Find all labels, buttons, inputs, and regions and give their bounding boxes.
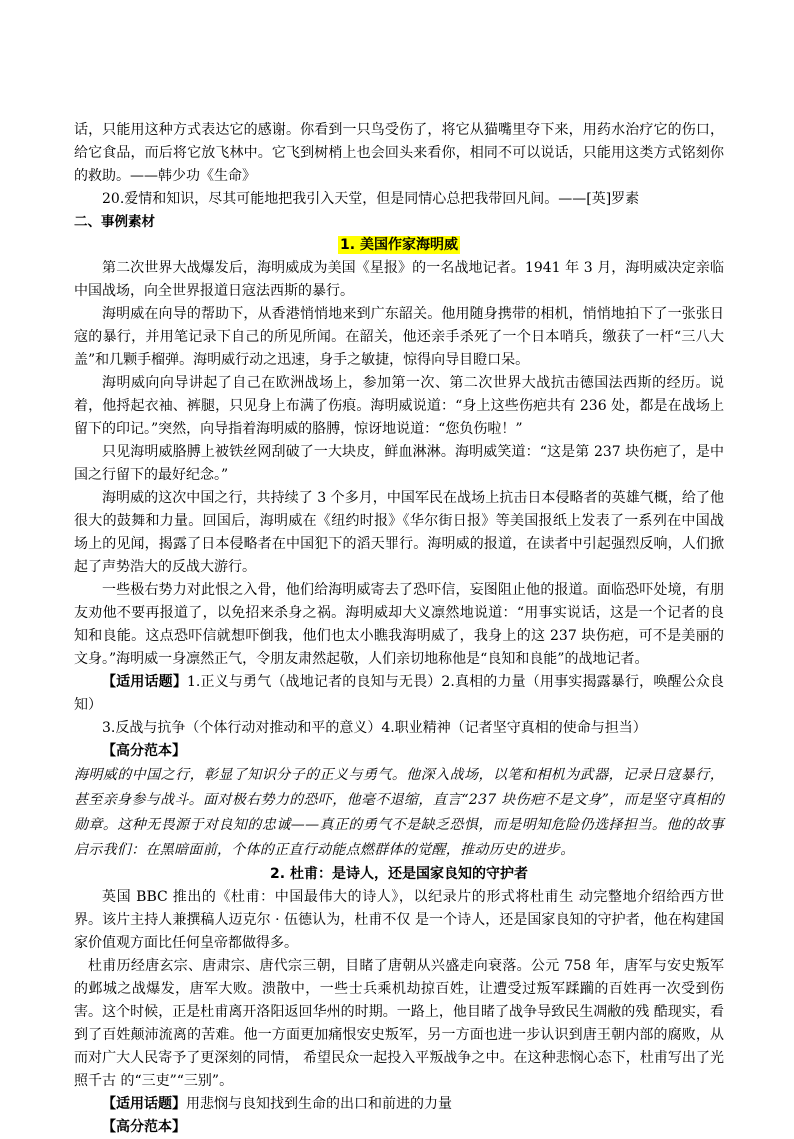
document-page <box>74 119 724 1139</box>
story1-topics <box>74 671 724 717</box>
story1-model-text: 海明威的中国之行，彰显了知识分子的正义与勇气。他深入战场，以笔和相机为武器，记录日寇暴行，甚至亲身参与战斗。面对极右势力的恐吓，他毫不退缩，直言“237 块伤疤不是文身”，而是坚守真相的勋章。这种无畏源于对良知的忠诚——真正的勇气不是缺乏恐惧，而是明知危险仍选择担当。他的故事启示我们：在黑暗面前，个体的正直行动能点燃群体的觉醒，推动历史的进步。 <box>74 767 724 858</box>
topic-text: 1.正义与勇气（战地记者的良知与无畏）2.真相的力量（用事实揭露暴行，唤醒公众良知） <box>74 674 724 713</box>
story1-paragraph: 海明威的这次中国之行，共持续了 3 个多月，中国军民在战场上抗击日本侵略者的英雄气概，给了他很大的鼓舞和力量。回国后，海明威在《纽约时报》《华尔街日报》等美国报纸上发表了一系列在中国战场上的见闻，揭露了日本侵略者在中国犯下的滔天罪行。海明威的报道，在读者中引起强烈反响，人们掀起了声势浩大的反战大游行。 <box>74 490 724 575</box>
intro-quote-20: 20.爱情和知识，尽其可能地把我引入天堂，但是同情心总把我带回凡间。——[英]罗素 <box>102 191 640 207</box>
story2-title: 2. 杜甫：是诗人，还是国家良知的守护者 <box>270 866 528 882</box>
story1-paragraph: 第二次世界大战爆发后，海明威成为美国《星报》的一名战地记者。1941 年 3 月，海明威决定亲临中国战场，向全世界报道日寇法西斯的暴行。 <box>74 260 724 299</box>
story1-title-line <box>74 234 724 257</box>
section-title: 二、事例素材 <box>74 214 155 230</box>
story1-paragraph: 只见海明威胳膊上被铁丝网刮破了一大块皮，鲜血淋淋。海明威笑道：“这是第 237 块伤疤了，是中国之行留下的最好纪念。” <box>74 444 724 483</box>
story1-topics-line2: 3.反战与抗争（个体行动对推动和平的意义）4.职业精神（记者坚守真相的使命与担当） <box>102 720 647 736</box>
topic-text: 用悲悯与良知找到生命的出口和前进的力量 <box>186 1096 452 1112</box>
topic-label: 【适用话题】 <box>102 1096 186 1112</box>
story1-paragraph: 海明威在向导的帮助下，从香港悄悄地来到广东韶关。他用随身携带的相机，悄悄地拍下了一张张日寇的暴行，并用笔记录下自己的所见所闻。在韶关，他还亲手杀死了一个日本哨兵，缴获了一杆“三八大盖”和几颗手榴弹。海明威行动之迅速，身手之敏捷，惊得向导目瞪口呆。 <box>74 306 724 368</box>
story2-topics <box>74 1093 724 1116</box>
story1-paragraph: 一些极右势力对此恨之入骨，他们给海明威寄去了恐吓信，妄图阻止他的报道。面临恐吓处境，有朋友劝他不要再报道了，以免招来杀身之祸。海明威却大义凛然地说道：“用事实说话，这是一个记者的良知和良能。这点恐吓信就想吓倒我，他们也太小瞧我海明威了，我身上的这 237 块伤疤，可不是美丽的文身。”海明威一身凛然正气，令朋友肃然起敬，人们亲切地称他是“良知和良能”的战地记者。 <box>74 582 724 667</box>
topic-label: 【适用话题】 <box>102 674 188 690</box>
intro-quote-19-end: 话，只能用这种方式表达它的感谢。你看到一只鸟受伤了，将它从猫嘴里夺下来，用药水治疗它的伤口，给它食品，而后将它放飞林中。它飞到树梢上也会回头来看你，相同不可以说话，只能用这类方式铭刻你的救助。——韩少功《生命》 <box>74 122 724 184</box>
story2-paragraph: 英国 BBC 推出的《杜甫：中国最伟大的诗人》，以纪录片的形式将杜甫生 动完整地介绍给西方世界。该片主持人兼撰稿人迈克尔 · 伍德认为，杜甫不仅 是一个诗人，还是国家良知的守护者，他在构建国家价值观方面比任何皇帝都做得多。 <box>74 889 724 951</box>
story2-model-label: 【高分范本】 <box>102 1119 186 1135</box>
story1-model-label: 【高分范本】 <box>102 743 186 759</box>
story1-title: 1. 美国作家海明威 <box>340 237 458 253</box>
story2-paragraph: 杜甫历经唐玄宗、唐肃宗、唐代宗三朝，目睹了唐朝从兴盛走向衰落。公元 758 年，唐军与安史叛军的邺城之战爆发，唐军大败。溃散中，一些士兵乘机劫掠百姓，让遭受过叛军蹂躏的百姓再一次受到伤害。这个时候，正是杜甫离开洛阳返回华州的时期。一路上，他目睹了战争导致民生凋敝的残 酷现实，看到了百姓颠沛流离的苦难。他一方面更加痛恨安史叛军，另一方面也进一步认识到唐王朝内部的腐败，从而对广大人民寄予了更深刻的同情， 希望民众一起投入平叛战争之中。在这种悲悯心态下，杜甫写出了光照千古 的“三吏”“三别”。 <box>74 958 724 1089</box>
story1-paragraph: 海明威向向导讲起了自己在欧洲战场上，参加第一次、第二次世界大战抗击德国法西斯的经历。说着，他捋起衣袖、裤腿，只见身上布满了伤痕。海明威说道：“身上这些伤疤共有 236 处，都是在战场上留下的印记。”突然，向导指着海明威的胳膊，惊讶地说道：“您负伤啦！” <box>74 375 724 437</box>
